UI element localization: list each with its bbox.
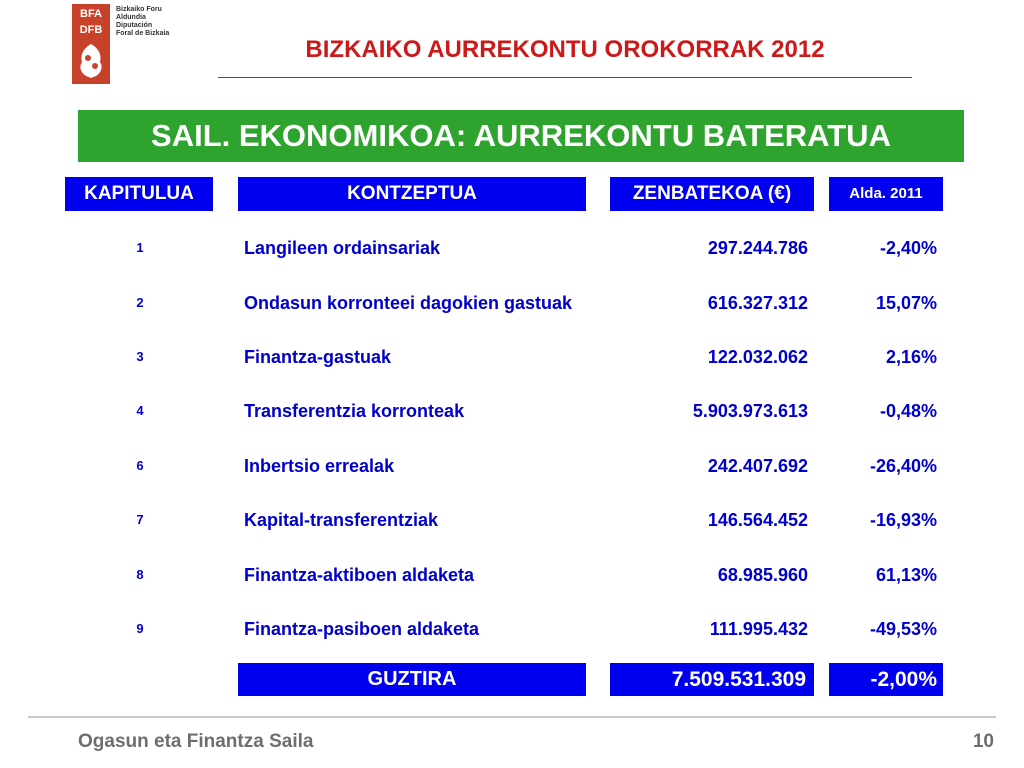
col-header-kontzeptua: KONTZEPTUA	[238, 177, 586, 211]
cell-kontzeptua: Inbertsio errealak	[244, 456, 395, 476]
cell-zenbatekoa: 146.564.452	[707, 510, 808, 530]
footer-department: Ogasun eta Finantza Saila	[78, 731, 314, 752]
cell-zenbatekoa: 297.244.786	[707, 238, 808, 258]
page-title: BIZKAIKO AURREKONTU OROKORRAK 2012	[305, 36, 825, 63]
total-amount: 7.509.531.309	[610, 663, 814, 696]
footer-divider	[28, 716, 996, 718]
cell-kapitulua: 8	[136, 567, 144, 582]
cell-zenbatekoa: 5.903.973.613	[692, 401, 808, 421]
table-row	[0, 617, 1024, 641]
title-underline	[218, 77, 912, 78]
page-number: 10	[972, 731, 994, 752]
table-row	[0, 291, 1024, 315]
table-row	[0, 345, 1024, 369]
total-change: -2,00%	[829, 663, 943, 696]
cell-alda: 15,07%	[875, 293, 937, 313]
cell-alda: -16,93%	[869, 510, 937, 530]
cell-alda: -49,53%	[869, 619, 937, 639]
cell-alda: 2,16%	[885, 347, 937, 367]
table-row	[0, 563, 1024, 587]
col-header-alda: Alda. 2011	[829, 177, 943, 211]
col-header-zenbatekoa: ZENBATEKOA (€)	[610, 177, 814, 211]
cell-kapitulua: 9	[136, 621, 144, 636]
cell-kontzeptua: Langileen ordainsariak	[244, 238, 441, 258]
cell-alda: 61,13%	[875, 565, 937, 585]
cell-zenbatekoa: 122.032.062	[707, 347, 808, 367]
logo-bfa: BFA	[80, 8, 102, 20]
cell-kontzeptua: Kapital-transferentziak	[244, 510, 439, 530]
cell-zenbatekoa: 616.327.312	[707, 293, 808, 313]
cell-zenbatekoa: 242.407.692	[707, 456, 808, 476]
cell-kontzeptua: Finantza-pasiboen aldaketa	[244, 619, 480, 639]
cell-kontzeptua: Ondasun korronteei dagokien gastuak	[244, 293, 573, 313]
cell-kontzeptua: Finantza-aktiboen aldaketa	[244, 565, 475, 585]
logo-emblem	[72, 4, 110, 84]
cell-kapitulua: 1	[136, 240, 144, 255]
cell-kapitulua: 6	[136, 458, 144, 473]
oak-leaf-icon	[76, 42, 106, 80]
logo-text: Bizkaiko Foru Aldundia Diputación Foral de Bizkaia	[116, 6, 170, 37]
cell-kapitulua: 7	[136, 512, 144, 527]
cell-kapitulua: 4	[136, 403, 144, 418]
cell-alda: -2,40%	[879, 238, 937, 258]
cell-kontzeptua: Transferentzia korronteak	[244, 401, 465, 421]
col-header-kapitulua: KAPITULUA	[65, 177, 213, 211]
table-row	[0, 399, 1024, 423]
table-row	[0, 454, 1024, 478]
table-row	[0, 508, 1024, 532]
cell-zenbatekoa: 111.995.432	[709, 619, 808, 639]
cell-alda: -0,48%	[879, 401, 937, 421]
cell-alda: -26,40%	[869, 456, 937, 476]
section-banner: SAIL. EKONOMIKOA: AURREKONTU BATERATUA	[78, 110, 964, 162]
cell-kapitulua: 3	[136, 349, 144, 364]
bizkaia-logo	[72, 4, 182, 88]
total-label: GUZTIRA	[238, 663, 586, 696]
cell-kapitulua: 2	[136, 295, 144, 310]
logo-dfb: DFB	[79, 24, 103, 36]
table-row	[0, 236, 1024, 260]
cell-kontzeptua: Finantza-gastuak	[244, 347, 392, 367]
cell-zenbatekoa: 68.985.960	[717, 565, 808, 585]
